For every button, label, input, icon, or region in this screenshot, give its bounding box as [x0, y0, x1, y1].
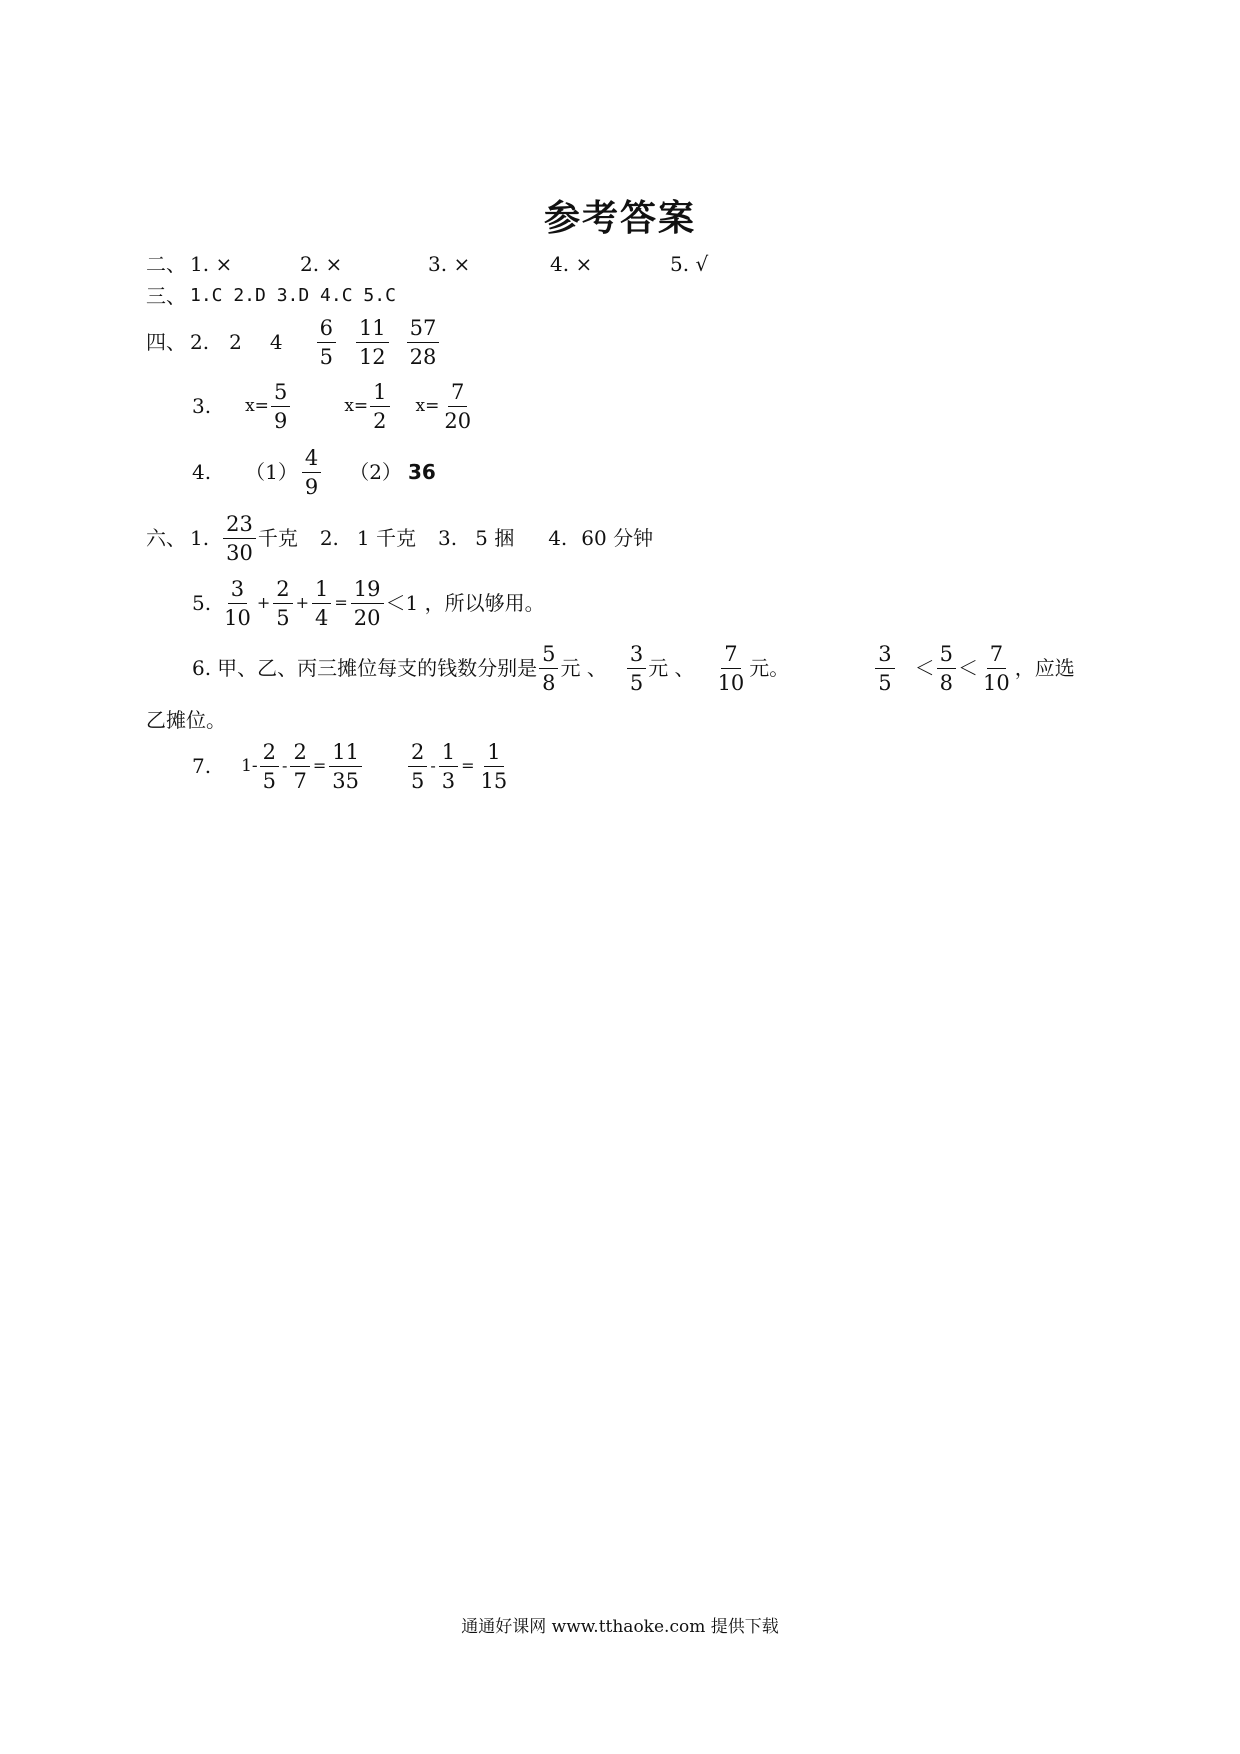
fraction: $\frac{23}{30}$ [223, 513, 256, 564]
sec6-q7-num: 7. [192, 754, 212, 778]
less-than-sign: ＜ [958, 656, 979, 680]
sec6-q6-tail: ，应选 [1014, 656, 1075, 680]
yuan-label: 元 、 [560, 656, 607, 680]
sec2-item-5: 5. √ [670, 252, 709, 276]
equals-sign: = [461, 756, 475, 775]
sec4-q4-v2: 36 [407, 460, 436, 484]
sec4-q3-row [192, 376, 476, 436]
fraction: $\frac{1}{2}$ [370, 381, 389, 432]
x-label: x= [245, 396, 269, 416]
sec6-q6-num: 6. [192, 656, 212, 680]
sec4-q4-num: 4. [192, 460, 212, 484]
sec4-label: 四、 [146, 330, 186, 354]
fraction: $\frac{7}{10}$ [983, 641, 1010, 695]
fraction: $\frac{1}{3}$ [439, 741, 458, 792]
sec6-q1-num: 1. [190, 526, 210, 550]
fraction: $\frac{57}{28}$ [407, 317, 440, 368]
sec2-item-3: 3. × [428, 252, 471, 276]
fraction: $\frac{2}{7}$ [290, 741, 309, 792]
sec6-q2-num: 2. [319, 526, 339, 550]
fraction: $\frac{19}{20}$ [351, 578, 384, 629]
sec6-q4-answer: 60 分钟 [581, 526, 654, 550]
fraction: $\frac{7}{20}$ [444, 379, 472, 433]
unit-label: 千克 [257, 526, 298, 550]
less-than-sign: ＜ [914, 656, 935, 680]
fraction: $\frac{7}{10}$ [717, 641, 745, 695]
fraction: $\frac{2}{5}$ [260, 741, 279, 792]
equals-sign: = [312, 756, 327, 775]
sec6-q6-row [192, 638, 1075, 698]
fraction: $\frac{3}{5}$ [875, 643, 894, 694]
sec6-q5-num: 5. [192, 591, 212, 615]
page-title: 参考答案 [543, 198, 696, 239]
footer-credit: 通通好课网 www.tthaoke.com 提供下载 [461, 1617, 779, 1637]
sec6-q6-text: 甲、乙、丙三摊位每支的钱数分别是 [217, 656, 538, 680]
fraction: $\frac{1}{15}$ [480, 739, 508, 793]
x-label: x= [415, 396, 440, 416]
sec6-q3-answer: 5 捆 [475, 526, 515, 550]
fraction: $\frac{2}{5}$ [273, 578, 292, 629]
sec4-q2-row [146, 312, 441, 372]
minus-sign: - [282, 756, 288, 775]
sec3-label: 三、 [146, 284, 186, 308]
sec6-q7-row [192, 736, 512, 796]
sec6-q2-answer: 1 千克 [356, 526, 417, 550]
sec6-label: 六、 [146, 526, 186, 550]
x-label: x= [344, 396, 369, 416]
minus-sign: - [430, 756, 436, 775]
sec4-q2-num: 2. [190, 330, 210, 354]
one-minus: 1- [241, 756, 258, 776]
sec6-q4-num: 4. [548, 526, 568, 550]
plus-sign: + [256, 593, 271, 612]
fraction: $\frac{11}{35}$ [329, 741, 362, 792]
sec4-q2-v2: 4 [269, 330, 283, 354]
fraction: $\frac{3}{10}$ [224, 576, 251, 630]
sec2-item-2: 2. × [300, 252, 343, 276]
plus-sign: + [295, 593, 310, 612]
sec4-q4-p1: （1） [245, 460, 298, 484]
sec4-q4-p2: （2） [349, 460, 402, 484]
equals-sign: = [334, 593, 348, 612]
fraction: $\frac{4}{9}$ [302, 447, 321, 498]
sec6-q5-row [192, 573, 545, 633]
sec6-q5-tail: ＜1 ，所以够用。 [385, 591, 545, 615]
fraction: $\frac{3}{5}$ [627, 643, 646, 694]
sec2-item-1: 1. × [190, 252, 233, 276]
sec6-q3-num: 3. [438, 526, 458, 550]
sec3-answers: 1.C 2.D 3.D 4.C 5.C [190, 285, 396, 306]
sec2-item-4: 4. × [550, 252, 593, 276]
fraction: $\frac{5}{9}$ [271, 381, 290, 432]
fraction: $\frac{5}{8}$ [937, 643, 956, 694]
fraction: $\frac{11}{12}$ [356, 317, 389, 368]
fraction: $\frac{6}{5}$ [317, 317, 336, 368]
fraction: $\frac{5}{8}$ [539, 643, 558, 694]
sec2-label: 二、 [146, 252, 186, 276]
sec4-q2-v1: 2 [229, 330, 242, 354]
sec4-q4-row [192, 442, 436, 502]
fraction: $\frac{1}{4}$ [312, 578, 331, 629]
yuan-label: 元。 [749, 656, 790, 680]
sec4-q3-num: 3. [192, 394, 212, 418]
yuan-label: 元 、 [648, 656, 695, 680]
sec6-q6-wrap: 乙摊位。 [146, 708, 226, 732]
sec6-q1-row [146, 508, 653, 568]
fraction: $\frac{2}{5}$ [408, 741, 427, 792]
